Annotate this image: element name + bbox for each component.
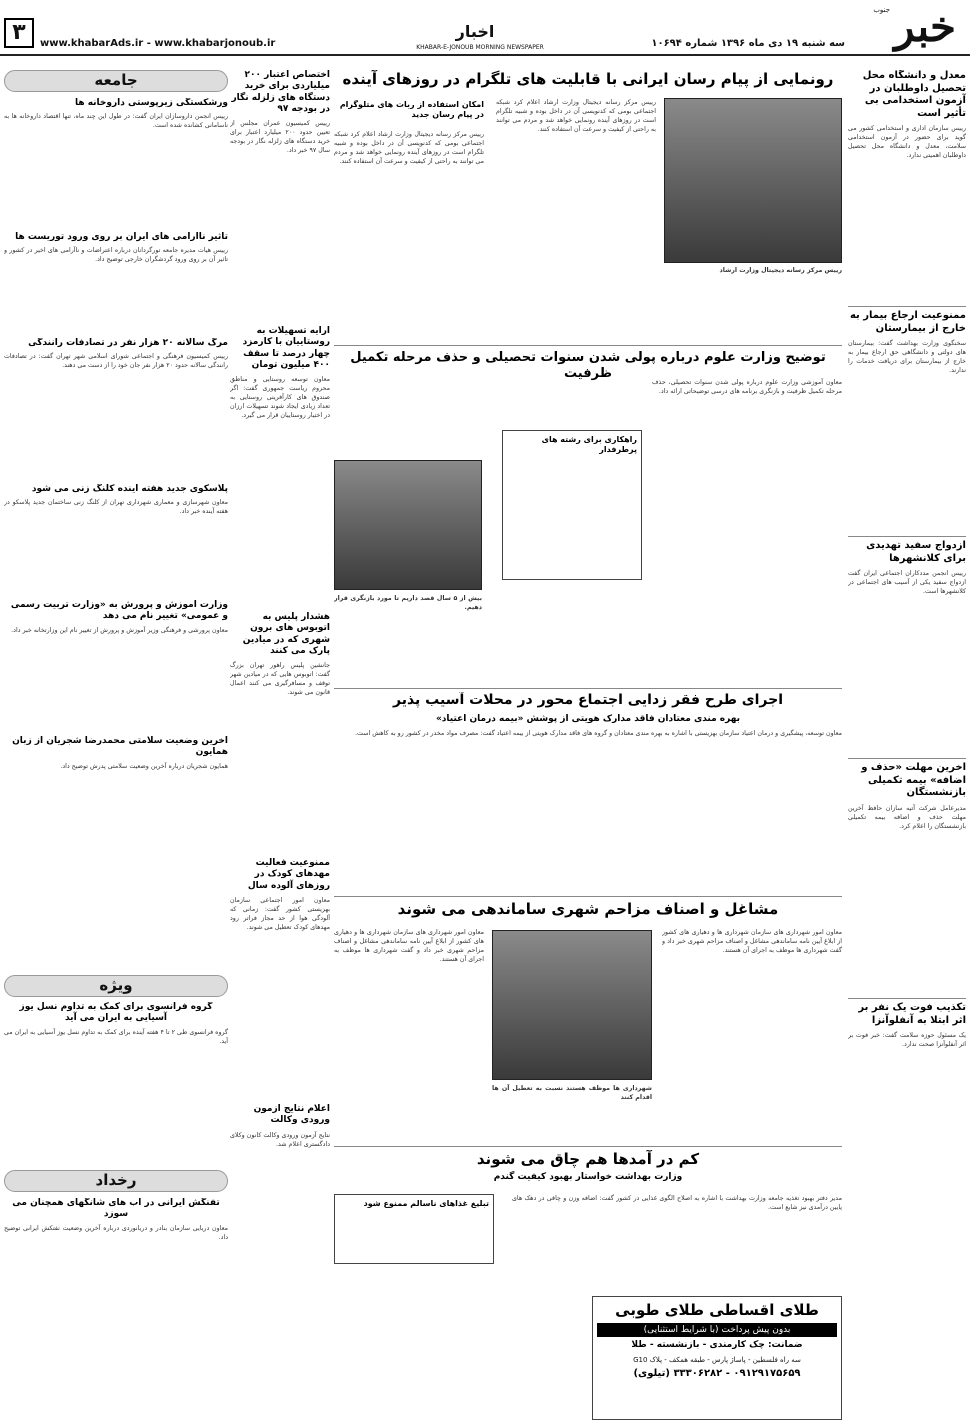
main-story-2 (334, 350, 842, 680)
ad-title: طلای اقساطی طلای طوبی (615, 1301, 819, 1319)
story3-subtitle: بهره مندی معتادان فاقد مدارک هویتی از پوشش «بیمه درمان اعتیاد» (435, 713, 741, 724)
right-story-2-title: ممنوعیت ارجاع بیمار به خارج از بیمارستان (849, 310, 966, 334)
story2-caption: بیش از ۵ سال قصد داریم تا مورد بازنگری قرار دهیم. (334, 595, 482, 611)
right-story-4-body: مدیرعامل شرکت آتیه سازان حافظ آخرین مهلت حذف و اضافه بیمه تکمیلی بازنشستگان را اعلام کرد. (848, 804, 966, 830)
right-story-3 (848, 540, 966, 750)
main-story-4 (334, 900, 842, 1140)
english-title: KHABAR-E-JONOUB MORNING NEWSPAPER (416, 44, 544, 51)
vijeh-story (4, 1002, 228, 1162)
ad-guarantee: ضمانت: چک کارمندی - بازنشسته - طلا (631, 1339, 803, 1350)
right-story-5-title: تکذیب فوت یک نفر بر اثر ابتلا به آنفلوآنزا (858, 1002, 966, 1026)
right-story-4 (848, 762, 966, 992)
story3-rule (334, 688, 842, 689)
story1-photo (664, 98, 842, 263)
vijeh-body: گروه فرانسوی طی ۲ تا ۴ هفته آینده برای کمک به تداوم نسل یوز آسیایی به ایران می آید. (4, 1028, 228, 1045)
story1-body: رییس مرکز رسانه دیجیتال وزارت ارشاد اعلام کرد شبکه اجتماعی بومی که کدنویسی آن در داخل بوده و شبیه تلگرام است در روزهای آینده رونمایی خواهد شد و مردم می توانند به راحتی از کیفیت و سرعت آن استفاده کنند. (496, 99, 656, 133)
story2-body: معاون آموزشی وزارت علوم درباره پولی شدن سنوات تحصیلی، حذف مرحله تکمیل ظرفیت و بازنگری برنامه های درسی توضیحاتی ارائه داد. (652, 379, 842, 395)
left-story-2-body: رییس هیات مدیره جامعه تورگردانان درباره اعتراضات و ناآرامی های اخیر در کشور و تاثیر آن بر روی ورود گردشگران خارجی توضیح داد. (4, 247, 228, 264)
left-story-6-body: همایون شجریان درباره آخرین وضعیت سلامتی پدرش توضیح داد. (60, 762, 228, 770)
right-story-3-body: رییس انجمن مددکاران اجتماعی ایران گفت ازدواج سفید یکی از آسیب های اجتماعی در کلانشهرها است. (848, 570, 966, 595)
vijeh-title: گروه فرانسوی برای کمک به تداوم نسل یوز آسیایی به ایران می آید (19, 1002, 213, 1024)
section-vijeh (4, 975, 228, 997)
story5-box (334, 1194, 494, 1264)
left-story-4-body: معاون شهرسازی و معماری شهرداری تهران از کلنگ زنی ساختمان جدید پلاسکو در هفته آینده خبر داد. (4, 499, 228, 516)
rokhdad-title: تفنگش ایرانی در آب های شانگهای همچنان می سوزد (12, 1198, 220, 1220)
story1-subtitle: امکان استفاده از ربات های متلوگرام در پیام رسان جدید (339, 100, 484, 119)
story2-title: توضیح وزارت علوم درباره پولی شدن سنوات تحصیلی و حذف مرحله تکمیل ظرفیت (350, 350, 826, 382)
left-story-5-body: معاون پرورشی و فرهنگی وزیر آموزش و پرورش از تغییر نام این وزارتخانه خبر داد. (11, 626, 228, 634)
story4-photo (492, 930, 652, 1080)
date-line: سه شنبه ۱۹ دی ماه ۱۳۹۶ شماره ۱۰۶۹۴ (651, 38, 845, 49)
ad-phone: ۰۹۱۲۹۱۷۵۶۵۹ - ۳۳۳۰۶۲۸۲ (تیلوی) (633, 1368, 801, 1379)
story2-box (502, 430, 642, 580)
right-divider-3 (848, 758, 966, 759)
mid-story-2-body: معاون توسعه روستایی و مناطق محروم ریاست جمهوری گفت: اگر صندوق های کارآفرینی روستایی به تعداد زیادی ایجاد شوند تسهیلات ارزان در اختیار روستاییان قرار می گیرد. (230, 376, 330, 419)
logo-subtitle: جنوب (873, 6, 890, 14)
left-story-4 (4, 484, 228, 594)
left-story-2-title: تاثیر ناآرامی های ایران بر روی ورود توریست ها (15, 232, 228, 242)
story2-box-title: راهکاری برای رشته های پرطرفدار (541, 435, 637, 454)
left-story-5 (4, 600, 228, 730)
story4-body: معاون امور شهرداری های سازمان شهرداری ها و دهیاری های کشور از ابلاغ آیین نامه ساماندهی مشاغل و اصناف مزاحم شهری خبر داد و گفت شهرداری ها موظف به اجرای آن هستند. (662, 929, 842, 954)
left-story-6 (4, 736, 228, 966)
mid-story-3-title: هشدار پلیس به اتوبوس های برون شهری که در میادین پارک می کنند (242, 612, 330, 656)
main-story-3 (334, 692, 842, 892)
story1-caption: رییس مرکز رسانه دیجیتال وزارت ارشاد (719, 267, 842, 274)
story3-body: معاون توسعه، پیشگیری و درمان اعتیاد سازمان بهزیستی با اشاره به بهره مندی معتادان و گروه های فاقد مدارک هویتی از بیمه اعتیاد گفت: مصرف مواد مخدر در کشور رو به کاهش است. (355, 729, 842, 737)
story4-rule (334, 896, 842, 897)
gold-ad[interactable] (592, 1296, 842, 1420)
left-story-2 (4, 232, 228, 332)
left-story-4-title: پلاسکوی جدید هفته آینده کلنگ زنی می شود (31, 484, 228, 494)
story2-rule (334, 345, 842, 346)
logo: خبر (894, 2, 956, 51)
rokhdad-body: معاون دریایی سازمان بنادر و دریانوردی درباره آخرین وضعیت نفتکش ایرانی توضیح داد. (4, 1224, 228, 1241)
mid-story-4 (230, 858, 330, 1098)
mid-story-3-body: جانشین پلیس راهور تهران بزرگ گفت: اتوبوس هایی که در میادین شهر توقف و مسافرگیری می کنند اعمال قانون می شوند. (230, 662, 330, 696)
story4-title: مشاغل و اصناف مزاحم شهری ساماندهی می شوند (397, 900, 779, 918)
section-vijeh-label: ویژه (99, 976, 133, 994)
story1-body-2: رییس مرکز رسانه دیجیتال وزارت ارشاد اعلام کرد شبکه اجتماعی بومی که کدنویسی آن در داخل بوده و شبیه تلگرام است در روزهای آینده رونمایی خواهد شد و مردم می توانند به راحتی از کیفیت و سرعت آن استفاده کنند. (334, 131, 484, 165)
mid-story-4-title: ممنوعیت فعالیت مهدهای کودک در روزهای آلوده سال (247, 858, 330, 891)
website-links[interactable]: www.khabarAds.ir - www.khabarjonoub.ir (40, 38, 276, 49)
left-story-3 (4, 338, 228, 478)
mid-story-5-body: نتایج آزمون ورودی وکالت کانون وکلای دادگستری اعلام شد. (230, 1131, 330, 1148)
main-story-5 (334, 1150, 842, 1290)
right-story-3-title: ازدواج سفید تهدیدی برای کلانشهرها (866, 540, 966, 564)
story5-body: مدیر دفتر بهبود تغذیه جامعه وزارت بهداشت با اشاره به اصلاح الگوی غذایی در کشور گفت: اضافه وزن و چاقی در دهک های پایین درآمدی نیز شایع است. (512, 1195, 842, 1211)
left-column (4, 70, 228, 1420)
left-story-3-title: مرگ سالانه ۲۰ هزار نفر در تصادفات رانندگی (28, 338, 228, 348)
story5-subtitle: وزارت بهداشت خواستار بهبود کیفیت گندم (493, 1171, 683, 1182)
mid-story-1-title: اختصاص اعتبار ۲۰۰ میلیاردی برای خرید دستگاه های زلزله نگار در بودجه ۹۷ (231, 70, 330, 114)
section-jameh-label: جامعه (94, 71, 138, 89)
right-story-4-title: آخرین مهلت «حذف و اضافه» بیمه تکمیلی بازنشستگان (861, 762, 966, 798)
story2-photo (334, 460, 482, 590)
story3-title: اجرای طرح فقر زدایی اجتماع محور در محلات آسیب پذیر (392, 692, 783, 708)
right-story-1 (848, 70, 966, 300)
left-story-1-body: رییس انجمن داروسازان ایران گفت: در طول این چند ماه، تنها اقتصاد داروخانه ها به ناسامانی کشانده شده است. (4, 113, 228, 130)
story5-box-title: تبلیغ غذاهای ناسالم ممنوع شود (363, 1199, 489, 1208)
mid-story-5 (230, 1104, 330, 1364)
right-story-2 (848, 310, 966, 530)
right-story-1-title: معدل و دانشگاه محل تحصیل داوطلبان در آزمون استخدامی بی تأثیر است (862, 70, 966, 119)
right-divider-2 (848, 536, 966, 537)
section-title: اخبار (455, 22, 495, 41)
story1-title: رونمایی از پیام رسان ایرانی با قابلیت های تلگرام در روزهای آینده (342, 70, 834, 88)
left-story-5-title: وزارت آموزش و پرورش به «وزارت تربیت رسمی و عمومی» تغییر نام می دهد (10, 600, 228, 622)
left-story-3-body: رییس کمیسیون فرهنگی و اجتماعی شورای اسلامی شهر تهران گفت: در تصادفات رانندگی سالانه حدود ۲۰ هزار نفر جان خود را از دست می دهند. (4, 353, 228, 370)
story4-body-2: معاون امور شهرداری های سازمان شهرداری ها و دهیاری های کشور از ابلاغ آیین نامه ساماندهی مشاغل و اصناف مزاحم شهری خبر داد و گفت شهرداری ها موظف به اجرای آن هستند. (334, 929, 484, 963)
mid-story-4-body: معاون امور اجتماعی سازمان بهزیستی کشور گفت: زمانی که آلودگی هوا از حد مجاز فراتر رود مهدهای کودک تعطیل می شوند. (230, 896, 330, 931)
masthead (0, 0, 970, 56)
story4-caption: شهرداری ها موظف هستند نسبت به تعطیل آن ها اقدام کنند (492, 1085, 652, 1101)
right-column (848, 70, 966, 1350)
section-rokhdad-label: رخداد (95, 1171, 137, 1189)
mid-story-2-title: ارایه تسهیلات به روستاییان با کارمزد چهار درصد تا سقف ۴۰۰ میلیون تومان (242, 326, 330, 370)
left-story-1 (4, 98, 228, 228)
rokhdad-story (4, 1198, 228, 1418)
page-number: ۳ (4, 18, 34, 48)
main-story-1 (334, 70, 842, 340)
left-story-6-title: آخرین وضعیت سلامتی محمدرضا شجریان از زبان همایون (12, 736, 228, 758)
right-story-2-body: سخنگوی وزارت بهداشت گفت: بیمارستان های دولتی و دانشگاهی حق ارجاع بیمار به خارج از بیمارستان برای دریافت خدمات را ندارند. (848, 340, 966, 374)
mid-story-5-title: اعلام نتایج آزمون ورودی وکالت (253, 1104, 330, 1126)
right-story-1-body: رییس سازمان اداری و استخدامی کشور می گوید برای حضور در آزمون استخدامی سلامت، معدل و دانشگاه محل تحصیل داوطلبان اهمیتی ندارد. (848, 125, 966, 159)
section-jameh (4, 70, 228, 92)
story5-title: کم در آمدها هم چاق می شوند (476, 1150, 700, 1168)
left-story-1-title: ورشکستگی زیرپوستی داروخانه ها (74, 98, 228, 108)
mid-column (230, 70, 330, 1420)
mid-story-2 (230, 326, 330, 606)
ad-subtitle: بدون پیش پرداخت (با شرایط استثنایی) (597, 1323, 837, 1337)
right-story-5-body: یک مسئول حوزه سلامت گفت: خبر فوت بر اثر آنفلوآنزا صحت ندارد. (848, 1032, 966, 1048)
right-story-5 (848, 1002, 966, 1192)
ad-address: سه راه فلسطین - پاساژ پارس - طبقه همکف - پلاک G10 (633, 1356, 801, 1364)
mid-story-3 (230, 612, 330, 852)
story5-rule (334, 1146, 842, 1147)
right-divider-1 (848, 306, 966, 307)
section-rokhdad (4, 1170, 228, 1192)
mid-story-1-body: رییس کمیسیون عمران مجلس از تعیین حدود ۲۰۰ میلیارد اعتبار برای خرید دستگاه های زلزله نگار در بودجه سال ۹۷ خبر داد. (230, 120, 330, 154)
mid-story-1 (230, 70, 330, 320)
right-divider-4 (848, 998, 966, 999)
